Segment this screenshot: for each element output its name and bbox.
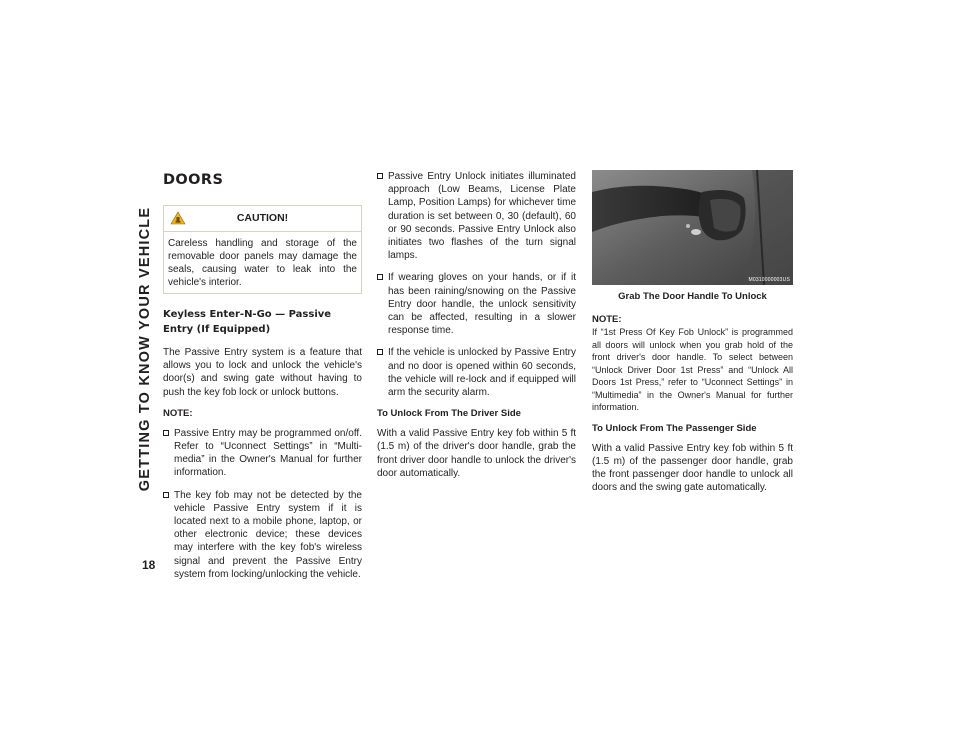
side-tab-label: GETTING TO KNOW YOUR VEHICLE [137, 206, 153, 492]
photo-code: M0310000003US [748, 277, 790, 283]
section-title: DOORS [163, 172, 224, 188]
list-item: If the vehicle is unlocked by Passive Entry and no door is opened within 60 seconds, the vehicle will re-lock and if equipped will arm the security alarm. [377, 346, 576, 399]
checkbox-bullet-icon [163, 492, 169, 498]
caution-title: CAUTION! [236, 212, 289, 224]
checkbox-bullet-icon [163, 430, 169, 436]
list-item: Passive Entry may be programmed on/off. Refer to “Uconnect Settings” in “Multi-media” in the Owner's Manual for further information. [163, 427, 362, 480]
passive-entry-intro: The Passive Entry system is a feature that allows you to lock and unlock the vehicle's door(s) and swing gate without having to push the key fob lock or unlock buttons. [163, 347, 362, 398]
heading-passenger-side: To Unlock From The Passenger Side [592, 422, 757, 434]
bullet-list [377, 170, 576, 399]
door-handle-photo [592, 170, 793, 285]
list-item: If wearing gloves on your hands, or if it has been raining/snowing on the Passive Entry door handle, the unlock sensitivity can be affected, resulting in a slower response time. [377, 271, 576, 337]
side-tab [131, 168, 159, 530]
list-item: The key fob may not be detected by the vehicle Passive Entry system if it is located next to a mobile phone, laptop, or other electronic device; these devices may interfere with the key fob's wireless signal and prevent the Passive Entry system from locking/unlocking the vehicle. [163, 489, 362, 581]
heading-driver-side: To Unlock From The Driver Side [377, 408, 521, 420]
note-text: If “1st Press Of Key Fob Unlock” is programmed all doors will unlock when you grab hold of the front driver's door handle. To select between “Unlock Driver Door 1st Press” and “Unlock All Doors 1st Press,” refer to “Uconnect Settings” in “Multimedia” in the Owner's Manual for further information. [592, 327, 793, 412]
column-1 [163, 170, 362, 590]
column-3 [592, 170, 793, 503]
hand-on-door-handle-illustration [592, 170, 793, 285]
passenger-side-body: With a valid Passive Entry key fob within 5 ft (1.5 m) of the passenger door handle, grab the front passenger door handle to unlock all doors and the swing gate automatically. [592, 442, 793, 494]
caution-box [163, 205, 362, 294]
page-number: 18 [142, 558, 156, 572]
checkbox-bullet-icon [377, 349, 383, 355]
note-bullet-list [163, 427, 362, 581]
caution-header [164, 206, 361, 232]
checkbox-bullet-icon [377, 173, 383, 179]
subheading-passive-entry: Keyless Enter-N-Go — Passive Entry (If Equipped) [163, 309, 332, 335]
note-label: NOTE: [163, 407, 193, 419]
checkbox-bullet-icon [377, 274, 383, 280]
driver-side-body: With a valid Passive Entry key fob within 5 ft (1.5 m) of the driver's door handle, grab the front driver door handle to unlock the driver's door automatically. [377, 428, 576, 479]
photo-caption: Grab The Door Handle To Unlock [618, 291, 767, 302]
caution-body: Careless handling and storage of the removable door panels may damage the seals, causing water to leak into the vehicle's interior. [168, 238, 357, 288]
note-label: NOTE: [592, 314, 622, 325]
note-block [592, 314, 793, 414]
list-item: Passive Entry Unlock initiates illuminated approach (Low Beams, License Plate Lamp, Position Lamps) for whichever time duration is set between 0, 30 (default), 60 or 90 seconds. Passive Entry Unlock also initiates two flashes of the turn signal lamps. [377, 170, 576, 262]
column-2 [377, 170, 576, 489]
